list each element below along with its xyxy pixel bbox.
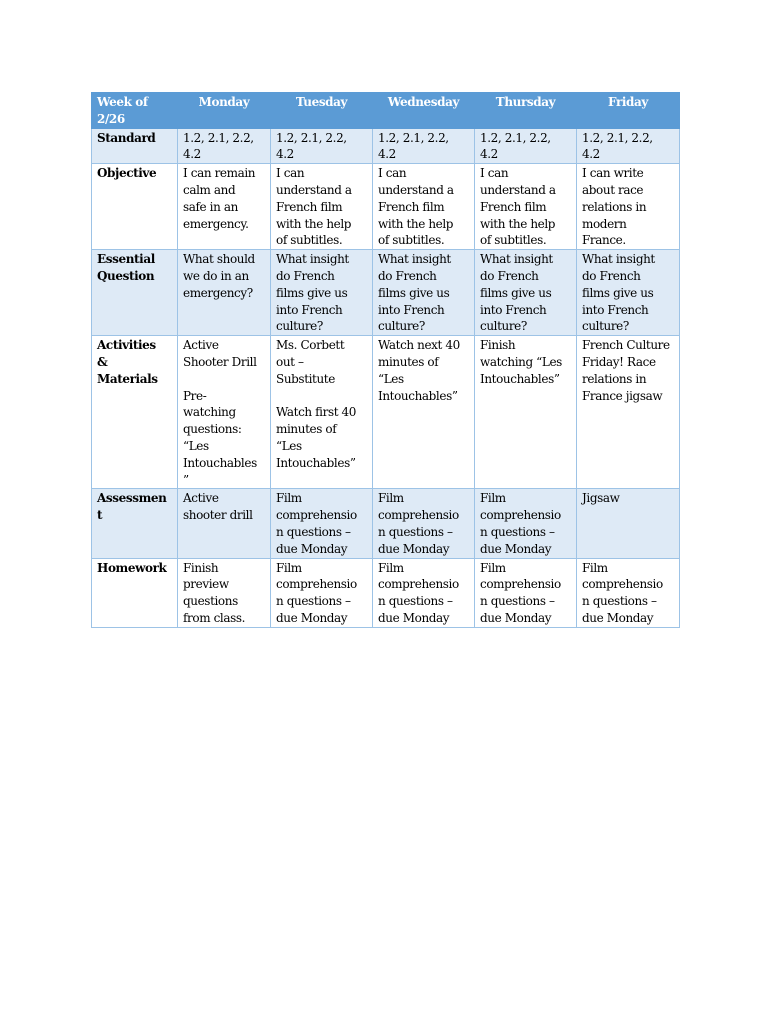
table-cell: Finish watching “Les Intouchables” — [475, 336, 577, 489]
table-cell: I can write about race relations in modern France. — [577, 164, 680, 250]
header-day-monday: Monday — [178, 93, 271, 129]
table-cell: What insight do French films give us into French culture? — [373, 250, 475, 336]
table-cell: 1.2, 2.1, 2.2, 4.2 — [178, 128, 271, 164]
table-cell: I can understand a French film with the help of subtitles. — [475, 164, 577, 250]
row-label-homework: Homework — [92, 558, 178, 627]
table-header-row — [92, 93, 680, 129]
table-cell: Film comprehensio n questions – due Monday — [577, 558, 680, 627]
table-cell: 1.2, 2.1, 2.2, 4.2 — [577, 128, 680, 164]
row-label-activities-materials: Activities & Materials — [92, 336, 178, 489]
row-label-objective: Objective — [92, 164, 178, 250]
table-cell: Active shooter drill — [178, 489, 271, 558]
table-cell: Finish preview questions from class. — [178, 558, 271, 627]
table-cell: Film comprehensio n questions – due Monday — [373, 558, 475, 627]
table-row-assessment — [92, 489, 680, 558]
table-cell: French Culture Friday! Race relations in France jigsaw — [577, 336, 680, 489]
table-cell: Watch next 40 minutes of “Les Intouchables” — [373, 336, 475, 489]
table-row-homework — [92, 558, 680, 627]
table-cell: Active Shooter Drill Pre- watching questions: “Les Intouchables ” — [178, 336, 271, 489]
table-cell: I can understand a French film with the help of subtitles. — [373, 164, 475, 250]
table-cell: Film comprehensio n questions – due Monday — [271, 489, 373, 558]
table-row-objective — [92, 164, 680, 250]
table-cell: 1.2, 2.1, 2.2, 4.2 — [373, 128, 475, 164]
row-label-essential-question: Essential Question — [92, 250, 178, 336]
header-week: Week of 2/26 — [92, 93, 178, 129]
table-cell: Film comprehensio n questions – due Monday — [373, 489, 475, 558]
table-cell: 1.2, 2.1, 2.2, 4.2 — [475, 128, 577, 164]
row-label-assessment: Assessmen t — [92, 489, 178, 558]
table-row-essential-question — [92, 250, 680, 336]
table-cell: What insight do French films give us into French culture? — [271, 250, 373, 336]
table-cell: Film comprehensio n questions – due Monday — [475, 489, 577, 558]
header-day-tuesday: Tuesday — [271, 93, 373, 129]
table-cell: What insight do French films give us into French culture? — [475, 250, 577, 336]
table-cell: Ms. Corbett out – Substitute Watch first 40 minutes of “Les Intouchables” — [271, 336, 373, 489]
table-cell: What should we do in an emergency? — [178, 250, 271, 336]
header-day-wednesday: Wednesday — [373, 93, 475, 129]
table-cell: Film comprehensio n questions – due Monday — [271, 558, 373, 627]
table-cell: Jigsaw — [577, 489, 680, 558]
header-day-thursday: Thursday — [475, 93, 577, 129]
table-row-activities-materials — [92, 336, 680, 489]
row-label-standard: Standard — [92, 128, 178, 164]
table-cell: I can remain calm and safe in an emergency. — [178, 164, 271, 250]
table-cell: I can understand a French film with the help of subtitles. — [271, 164, 373, 250]
table-cell: What insight do French films give us into French culture? — [577, 250, 680, 336]
header-day-friday: Friday — [577, 93, 680, 129]
table-cell: 1.2, 2.1, 2.2, 4.2 — [271, 128, 373, 164]
table-cell: Film comprehensio n questions – due Monday — [475, 558, 577, 627]
lesson-plan-table — [91, 92, 680, 628]
table-row-standard — [92, 128, 680, 164]
